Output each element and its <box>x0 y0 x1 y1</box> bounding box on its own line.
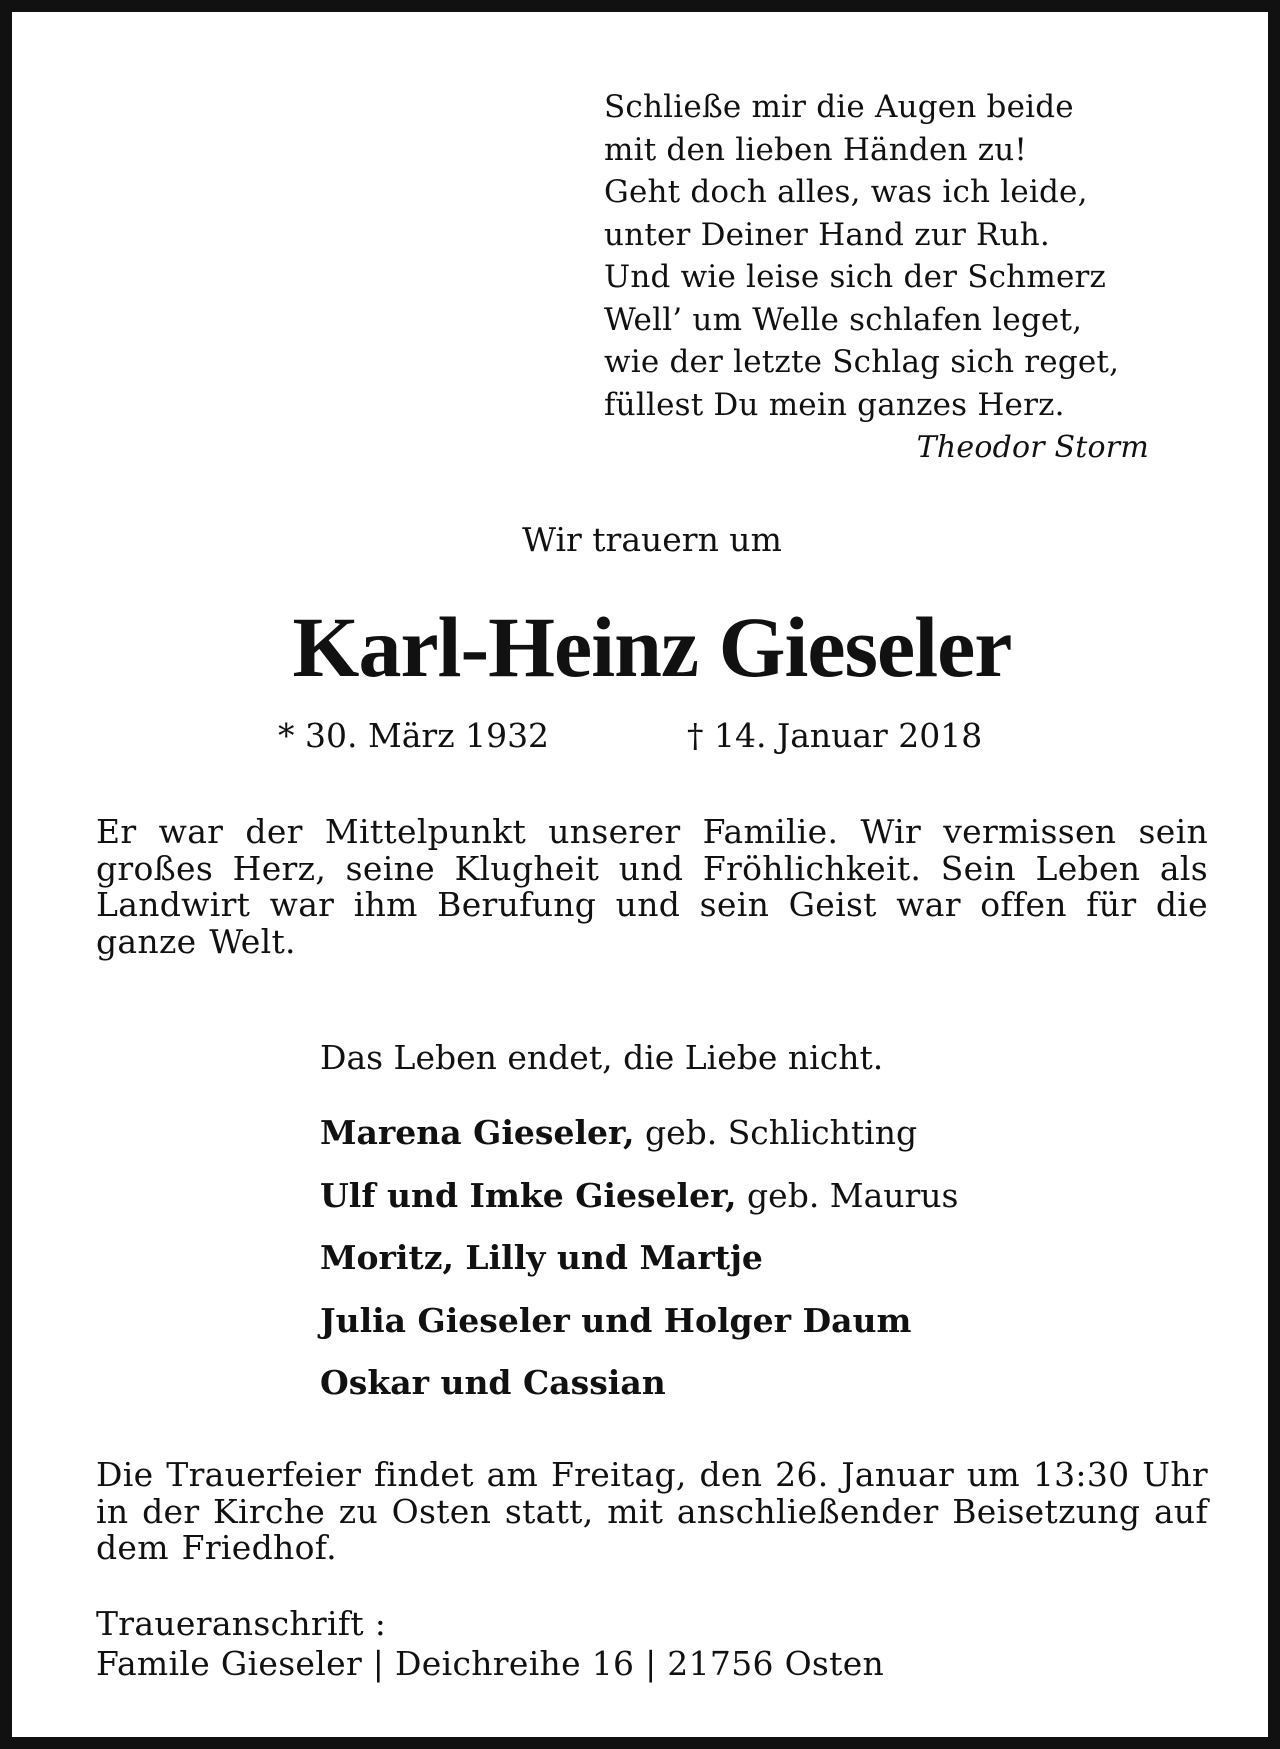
poem-line: Und wie leise sich der Schmerz <box>604 259 1107 295</box>
mourner-name: Ulf und Imke Gieseler, <box>320 1175 737 1215</box>
mourner-suffix: geb. Maurus <box>736 1175 959 1215</box>
mourner-entry <box>320 1165 958 1228</box>
deceased-name: Karl-Heinz Gieseler <box>292 599 1012 695</box>
tribute-text: Er war der Mittelpunkt unserer Familie. Wir vermissen sein großes Herz, seine Klugheit und Fröhlichkeit. Sein Leben als Landwirt war ihm Berufung und sein Geist war offen für die ganze Welt. <box>96 812 1208 961</box>
address-label: Traueranschrift : <box>96 1604 387 1643</box>
motto: Das Leben endet, die Liebe nicht. <box>320 1038 884 1077</box>
mourning-intro: Wir trauern um <box>522 520 782 559</box>
mourners-list <box>320 1102 958 1415</box>
poem-block <box>604 86 1149 469</box>
poem-author: Theodor Storm <box>916 430 1149 465</box>
poem-line: Geht doch alles, was ich leide, <box>604 174 1088 210</box>
mourner-entry <box>320 1290 958 1353</box>
poem-line: wie der letzte Schlag sich reget, <box>604 344 1120 380</box>
mourner-name: Moritz, Lilly und Martje <box>320 1238 763 1277</box>
mourner-entry <box>320 1102 958 1165</box>
poem-line: unter Deiner Hand zur Ruh. <box>604 216 1050 253</box>
mourner-entry <box>320 1227 958 1290</box>
death-date: † 14. Januar 2018 <box>687 716 983 755</box>
mourner-name: Julia Gieseler und Holger Daum <box>320 1300 912 1340</box>
ceremony-text: Die Trauerfeier findet am Freitag, den 26. Januar um 13:30 Uhr in der Kirche zu Osten statt, mit anschließender Beisetzung auf dem Friedhof. <box>96 1455 1208 1567</box>
mourner-suffix: geb. Schlichting <box>634 1113 918 1152</box>
poem-line: Schließe mir die Augen beide <box>604 89 1074 125</box>
poem-line: mit den lieben Händen zu! <box>604 131 1028 168</box>
mourner-name: Oskar und Cassian <box>320 1363 666 1402</box>
address-line: Famile Gieseler | Deichreihe 16 | 21756 Osten <box>96 1644 885 1683</box>
mourner-entry <box>320 1352 958 1415</box>
birth-date: * 30. März 1932 <box>278 716 550 755</box>
poem-line: füllest Du mein ganzes Herz. <box>604 386 1065 423</box>
poem-line: Well’ um Welle schlafen leget, <box>604 301 1083 338</box>
mourner-name: Marena Gieseler, <box>320 1113 635 1152</box>
mourning-address <box>96 1604 884 1684</box>
